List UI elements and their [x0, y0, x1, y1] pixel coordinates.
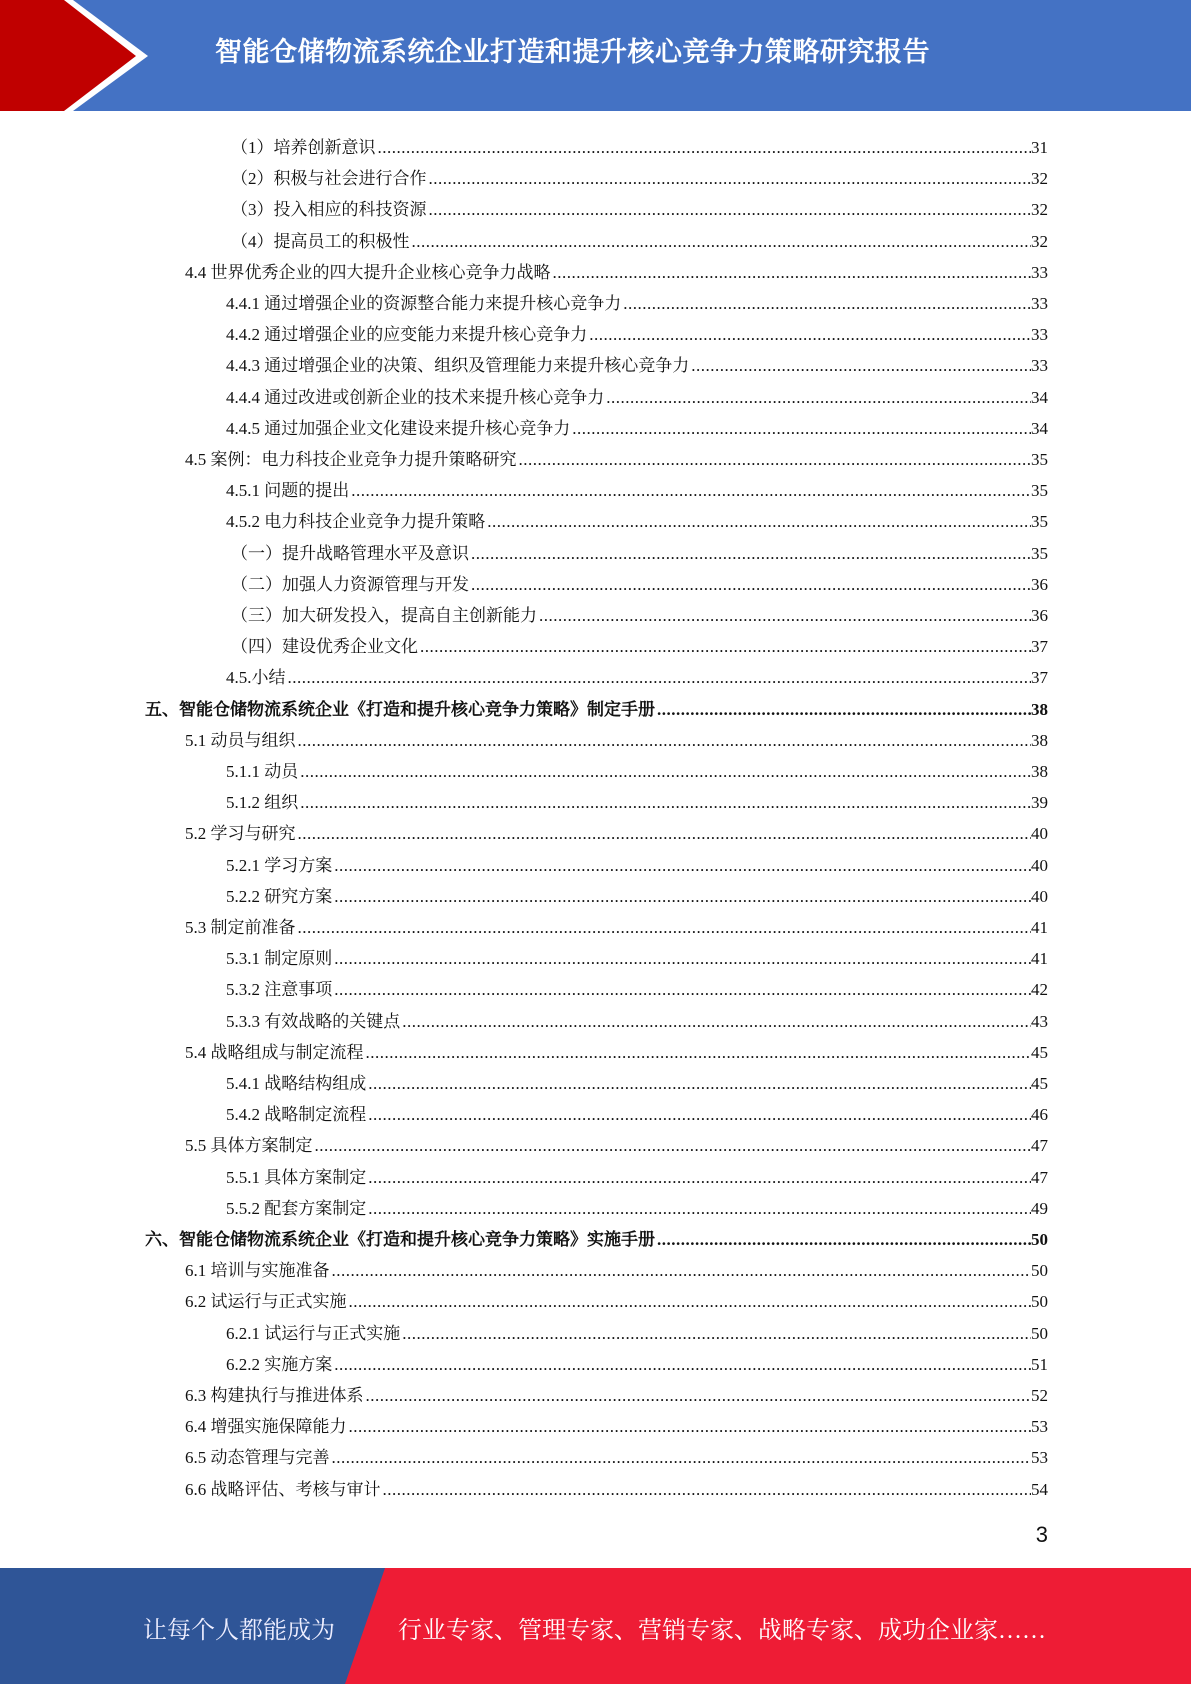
toc-entry-page: 37	[1031, 668, 1048, 688]
toc-entry-page: 41	[1031, 918, 1048, 937]
toc-entry[interactable]	[185, 1409, 1048, 1437]
toc-entry-label: 6.1 培训与实施准备	[185, 1261, 330, 1281]
toc-entry[interactable]	[185, 1284, 1048, 1312]
toc-entry-label: （1）培养创新意识	[231, 138, 376, 157]
toc-entry-label: （二）加强人力资源管理与开发	[231, 574, 469, 594]
report-title: 智能仓储物流系统企业打造和提升核心竞争力策略研究报告	[215, 37, 930, 68]
toc-entry[interactable]	[226, 348, 1048, 376]
toc-entry-page: 52	[1031, 1386, 1048, 1405]
toc-entry-page: 50	[1031, 1323, 1048, 1343]
toc-entry-page: 41	[1031, 949, 1048, 969]
dot-leader	[691, 356, 1031, 376]
toc-entry-label: 6.2 试运行与正式实施	[185, 1292, 347, 1312]
toc-entry-label: 6.4 增强实施保障能力	[185, 1417, 347, 1437]
toc-entry[interactable]	[226, 1097, 1048, 1125]
dot-leader	[402, 1324, 1031, 1344]
toc-entry-page: 33	[1031, 356, 1048, 376]
dot-leader	[334, 856, 1031, 876]
toc-entry-label: 4.4 世界优秀企业的四大提升企业核心竞争力战略	[185, 262, 551, 282]
toc-entry-label: 4.4.5 通过加强企业文化建设来提升核心竞争力	[226, 418, 571, 438]
dot-leader	[334, 1355, 1031, 1375]
toc-entry-page: 38	[1031, 762, 1048, 781]
dot-leader	[623, 294, 1031, 314]
toc-entry-page: 37	[1031, 637, 1048, 657]
toc-entry-label: （一）提升战略管理水平及意识	[231, 543, 469, 563]
toc-entry-label: 4.5.2 电力科技企业竞争力提升策略	[226, 512, 486, 532]
dot-leader	[332, 1261, 1032, 1281]
toc-entry-label: 6.2.1 试运行与正式实施	[226, 1323, 401, 1343]
toc-entry[interactable]	[226, 1191, 1048, 1219]
red-arrow-decoration	[0, 0, 160, 111]
toc-entry-page: 42	[1031, 980, 1048, 1000]
toc-entry[interactable]	[231, 130, 1048, 158]
toc-entry-label: 5.3.1 制定原则	[226, 949, 333, 969]
toc-entry-page: 40	[1031, 855, 1048, 875]
toc-entry-page: 45	[1031, 1074, 1048, 1093]
toc-entry-label: 6.3 构建执行与推进体系	[185, 1386, 364, 1405]
toc-entry-label: 5.1 动员与组织	[185, 730, 296, 750]
dot-leader	[298, 731, 1032, 751]
dot-leader	[368, 1074, 1031, 1094]
toc-entry[interactable]	[226, 504, 1048, 532]
toc-entry[interactable]	[226, 1066, 1048, 1094]
toc-entry[interactable]	[226, 785, 1048, 813]
footer-slogan-right: 行业专家、管理专家、营销专家、战略专家、成功企业家……	[398, 1618, 1046, 1644]
toc-entry[interactable]	[226, 941, 1048, 969]
toc-entry-label: 6.5 动态管理与完善	[185, 1448, 330, 1468]
toc-entry-page: 33	[1031, 262, 1048, 282]
toc-entry-label: （四）建设优秀企业文化	[231, 637, 418, 657]
toc-entry-label: 5.1.1 动员	[226, 762, 299, 781]
toc-entry-label: 5.4.2 战略制定流程	[226, 1105, 367, 1125]
toc-entry[interactable]	[231, 598, 1048, 626]
toc-entry-label: 5.5 具体方案制定	[185, 1136, 313, 1156]
toc-entry-page: 34	[1031, 418, 1048, 438]
dot-leader	[429, 169, 1032, 189]
toc-entry-label: （三）加大研发投入，提高自主创新能力	[231, 606, 537, 625]
dot-leader	[420, 637, 1031, 657]
toc-entry[interactable]	[226, 1347, 1048, 1375]
dot-leader	[378, 138, 1032, 158]
toc-entry-page: 50	[1031, 1230, 1048, 1249]
toc-entry-page: 53	[1031, 1448, 1048, 1468]
toc-entry-label: 5.4.1 战略结构组成	[226, 1074, 367, 1093]
toc-entry-label: 4.5.小结	[226, 668, 286, 688]
toc-entry-label: 5.4 战略组成与制定流程	[185, 1042, 364, 1062]
toc-entry-page: 35	[1031, 543, 1048, 563]
toc-entry[interactable]	[231, 161, 1048, 189]
dot-leader	[368, 1105, 1031, 1125]
toc-entry[interactable]	[185, 255, 1048, 283]
dot-leader	[298, 824, 1032, 844]
toc-entry-page: 49	[1031, 1198, 1048, 1218]
dot-leader	[519, 450, 1032, 470]
toc-entry[interactable]	[226, 754, 1048, 782]
page-header	[0, 0, 1191, 111]
dot-leader	[300, 793, 1031, 813]
toc-entry[interactable]	[185, 1378, 1048, 1406]
toc-entry-label: 5.2 学习与研究	[185, 824, 296, 844]
toc-entry-page: 33	[1031, 294, 1048, 313]
toc-entry[interactable]	[226, 660, 1048, 688]
toc-entry-page: 50	[1031, 1261, 1048, 1281]
dot-leader	[657, 700, 1031, 720]
toc-entry-label: 5.5.1 具体方案制定	[226, 1167, 367, 1187]
toc-entry-page: 40	[1031, 886, 1048, 906]
toc-entry[interactable]	[226, 317, 1048, 345]
toc-entry-page: 50	[1031, 1292, 1048, 1312]
toc-entry-label: 5.3.3 有效战略的关键点	[226, 1011, 401, 1031]
dot-leader	[366, 1043, 1032, 1063]
dot-leader	[412, 232, 1032, 252]
dot-leader	[368, 1168, 1031, 1188]
dot-leader	[606, 388, 1031, 408]
page-footer	[0, 1568, 1191, 1684]
toc-entry-label: 5.5.2 配套方案制定	[226, 1198, 367, 1218]
dot-leader	[300, 762, 1031, 782]
dot-leader	[383, 1480, 1032, 1500]
toc-entry-page: 51	[1031, 1354, 1048, 1374]
toc-entry-page: 35	[1031, 481, 1048, 501]
toc-entry-label: 5.2.2 研究方案	[226, 886, 333, 906]
dot-leader	[471, 544, 1031, 564]
toc-entry-page: 35	[1031, 450, 1048, 469]
toc-entry[interactable]	[226, 380, 1048, 408]
toc-entry[interactable]	[231, 567, 1048, 595]
dot-leader	[553, 263, 1032, 283]
toc-entry-page: 38	[1031, 730, 1048, 750]
toc-entry-page: 32	[1031, 169, 1048, 189]
toc-entry-label: 6.2.2 实施方案	[226, 1354, 333, 1374]
toc-entry[interactable]	[226, 972, 1048, 1000]
toc-entry-page: 36	[1031, 574, 1048, 594]
dot-leader	[351, 481, 1031, 501]
toc-entry[interactable]	[185, 723, 1048, 751]
dot-leader	[366, 1386, 1032, 1406]
dot-leader	[349, 1292, 1032, 1312]
page-number: 3	[1035, 1522, 1048, 1547]
toc-entry-page: 53	[1031, 1417, 1048, 1437]
dot-leader	[332, 1448, 1032, 1468]
toc-entry-label: 4.4.3 通过增强企业的决策、组织及管理能力来提升核心竞争力	[226, 356, 690, 376]
toc-entry[interactable]	[185, 1128, 1048, 1156]
toc-entry-page: 34	[1031, 387, 1048, 407]
toc-entry[interactable]	[226, 286, 1048, 314]
toc-entry[interactable]	[226, 1004, 1048, 1032]
toc-entry[interactable]	[185, 1472, 1048, 1500]
dot-leader	[334, 949, 1031, 969]
toc-entry-label: 6.6 战略评估、考核与审计	[185, 1479, 381, 1499]
toc-entry-page: 35	[1031, 512, 1048, 532]
dot-leader	[657, 1230, 1031, 1250]
dot-leader	[589, 325, 1031, 345]
toc-entry[interactable]	[185, 1253, 1048, 1281]
toc-entry[interactable]	[231, 536, 1048, 564]
toc-entry-page: 46	[1031, 1105, 1048, 1125]
footer-slogan-left: 让每个人都能成为	[143, 1618, 335, 1644]
toc-entry[interactable]	[231, 224, 1048, 252]
dot-leader	[368, 1199, 1031, 1219]
toc-entry[interactable]	[185, 816, 1048, 844]
toc-entry-label: （2）积极与社会进行合作	[231, 169, 427, 189]
toc-entry[interactable]	[231, 192, 1048, 220]
dot-leader	[572, 419, 1031, 439]
toc-entry-label: 4.5 案例：电力科技企业竞争力提升策略研究	[185, 450, 517, 469]
toc-entry-label: 六、智能仓储物流系统企业《打造和提升核心竞争力策略》实施手册	[145, 1230, 655, 1249]
toc-entry-page: 47	[1031, 1136, 1048, 1156]
toc-entry-label: 5.1.2 组织	[226, 793, 299, 813]
toc-entry-page: 33	[1031, 325, 1048, 345]
toc-entry[interactable]	[226, 411, 1048, 439]
toc-entry[interactable]	[185, 910, 1048, 938]
toc-entry-page: 31	[1031, 138, 1048, 157]
dot-leader	[288, 668, 1032, 688]
toc-entry[interactable]	[231, 629, 1048, 657]
toc-entry[interactable]	[226, 879, 1048, 907]
toc-entry-label: 五、智能仓储物流系统企业《打造和提升核心竞争力策略》制定手册	[145, 699, 655, 719]
toc-entry-label: 5.3 制定前准备	[185, 918, 296, 937]
toc-entry-label: （4）提高员工的积极性	[231, 231, 410, 251]
toc-entry[interactable]	[226, 473, 1048, 501]
toc-entry-page: 36	[1031, 606, 1048, 625]
toc-entry-label: 4.4.4 通过改进或创新企业的技术来提升核心竞争力	[226, 387, 605, 407]
toc-entry-page: 43	[1031, 1011, 1048, 1031]
dot-leader	[349, 1417, 1032, 1437]
toc-entry-page: 32	[1031, 200, 1048, 220]
toc-entry[interactable]	[226, 1160, 1048, 1188]
toc-entry-page: 39	[1031, 793, 1048, 813]
toc-entry-page: 38	[1031, 699, 1048, 719]
dot-leader	[487, 512, 1031, 532]
toc-entry[interactable]	[226, 848, 1048, 876]
toc-entry-label: 5.2.1 学习方案	[226, 855, 333, 875]
toc-entry-label: 4.4.1 通过增强企业的资源整合能力来提升核心竞争力	[226, 294, 622, 313]
toc-entry-label: 4.5.1 问题的提出	[226, 481, 350, 501]
dot-leader	[402, 1012, 1031, 1032]
toc-entry[interactable]	[185, 442, 1048, 470]
dot-leader	[334, 980, 1031, 1000]
toc-entry-label: （3）投入相应的科技资源	[231, 200, 427, 220]
dot-leader	[298, 918, 1032, 938]
toc-entry-label: 5.3.2 注意事项	[226, 980, 333, 1000]
toc-entry-page: 40	[1031, 824, 1048, 844]
dot-leader	[471, 575, 1031, 595]
toc-entry[interactable]	[145, 692, 1048, 720]
toc-entry-page: 32	[1031, 231, 1048, 251]
toc-entry-label: 4.4.2 通过增强企业的应变能力来提升核心竞争力	[226, 325, 588, 345]
toc-entry-page: 54	[1031, 1479, 1048, 1499]
toc-entry[interactable]	[145, 1222, 1048, 1250]
dot-leader	[334, 887, 1031, 907]
toc-entry[interactable]	[185, 1440, 1048, 1468]
toc-entry[interactable]	[185, 1035, 1048, 1063]
toc-entry[interactable]	[226, 1316, 1048, 1344]
dot-leader	[429, 200, 1032, 220]
dot-leader	[539, 606, 1031, 626]
toc-entry-page: 45	[1031, 1042, 1048, 1062]
toc-entry-page: 47	[1031, 1167, 1048, 1187]
dot-leader	[315, 1136, 1032, 1156]
